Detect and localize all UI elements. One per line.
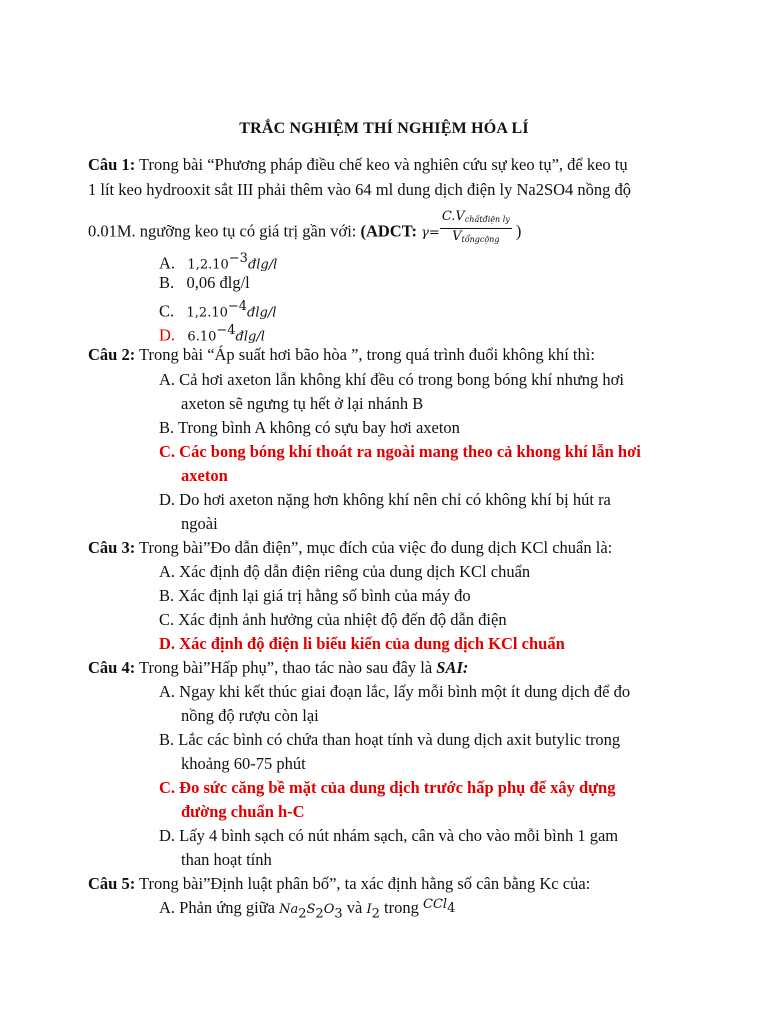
question-4-text: Trong bài”Hấp phụ”, thao tác nào sau đây là (135, 658, 437, 677)
question-4-line (88, 657, 468, 679)
question-3-text: Trong bài”Đo dẫn điện”, mục đích của việc đo dung dịch KCl chuẩn là: (135, 538, 613, 557)
question-2-option-b: B. Trong bình A không có sựu bay hơi axeton (159, 418, 460, 437)
question-2-option-c: C. Các bong bóng khí thoát ra ngoài mang theo cả khong khí lẫn hơi (159, 442, 641, 461)
question-3-option-d: D. Xác định độ điện li biểu kiến của dung dịch KCl chuẩn (159, 634, 565, 653)
question-1-line-1 (88, 154, 628, 176)
question-3-label: Câu 3: (88, 538, 136, 557)
question-2-option-d: D. Do hơi axeton nặng hơn không khí nên chỉ có không khí bị hút ra (159, 490, 611, 509)
question-4-option-d-cont: than hoạt tính (181, 850, 272, 869)
question-3-option-a: A. Xác định độ dẫn điện riêng của dung dịch KCl chuẩn (159, 562, 531, 581)
formula-close: ) (511, 221, 522, 241)
question-3-option-c: C. Xác định ảnh hưởng của nhiệt độ đến độ dẫn điện (159, 610, 507, 629)
formula-fraction (440, 209, 512, 248)
question-4-option-b: B. Lắc các bình có chứa than hoạt tính và dung dịch axit butylic trong (159, 730, 621, 749)
question-1-line-2: 1 lít keo hydrooxit sắt III phải thêm vào 64 ml dung dịch điện ly Na2SO4 nồng độ (88, 180, 632, 199)
question-3-line (88, 537, 612, 559)
question-1-text-3: 0.01M. ngưỡng keo tụ có giá trị gần với: (88, 221, 361, 241)
document-title: TRẮC NGHIỆM THÍ NGHIỆM HÓA LÍ (239, 120, 529, 137)
question-5-option-a: A. Phản ứng giữa $Na_2S_2O_3$ và $I_2$ trong $^{CCl}_4$ (159, 897, 456, 922)
question-2-line (88, 344, 595, 366)
question-4-label: Câu 4: (88, 658, 136, 677)
question-4-option-d: D. Lấy 4 bình sạch có nút nhám sạch, cân và cho vào mỗi bình 1 gam (159, 826, 619, 845)
adct-label: (ADCT: (360, 221, 418, 241)
question-2-option-c-cont: axeton (181, 466, 228, 485)
question-1-option-d: D. $6.10^{-4}đ\lg/l$ (159, 323, 265, 345)
question-4-option-a: A. Ngay khi kết thúc giai đoạn lắc, lấy mỗi bình một ít dung dịch để đo (159, 682, 631, 701)
question-3-option-b: B. Xác định lại giá trị hằng số bình của máy đo (159, 586, 471, 605)
question-4-option-b-cont: khoảng 60-75 phút (181, 754, 306, 773)
question-2-option-a: A. Cả hơi axeton lẫn không khí đều có trong bong bóng khí nhưng hơi (159, 370, 624, 389)
question-4-option-c: C. Đo sức căng bề mặt của dung dịch trước hấp phụ để xây dựng (159, 778, 616, 797)
question-4-sai: SAI: (436, 658, 469, 677)
question-4-option-a-cont: nồng độ rượu còn lại (181, 706, 319, 725)
question-2-text: Trong bài “Áp suất hơi bão hòa ”, trong quá trình đuổi không khí thì: (135, 345, 595, 364)
question-5-line (88, 873, 590, 895)
formula-denominator: Vtổngcộng (452, 229, 500, 244)
question-5-label: Câu 5: (88, 874, 136, 893)
question-1-text-1: Trong bài “Phương pháp điều chế keo và nghiên cứu sự keo tụ”, để keo tụ (135, 155, 628, 174)
question-5-text: Trong bài”Định luật phân bố”, ta xác định hằng số cân bằng Kc của: (135, 874, 591, 893)
question-2-label: Câu 2: (88, 345, 136, 364)
question-4-option-c-cont: đường chuẩn h-C (181, 802, 305, 821)
question-1-label: Câu 1: (88, 155, 136, 174)
question-1-option-c: C. $1,2.10^{-4}đ\lg/l$ (159, 299, 277, 321)
question-1-option-b: B. 0,06 đlg/l (159, 273, 250, 292)
question-2-option-d-cont: ngoài (181, 514, 218, 533)
formula-numerator: C.Vchấtđiện ly (440, 209, 512, 229)
question-1-option-a: A. $1,2.10^{-3}đ\lg/l$ (159, 251, 278, 273)
question-1-line-3 (88, 209, 522, 252)
question-2-option-a-cont: axeton sẽ ngưng tụ hết ở lại nhánh B (181, 394, 424, 413)
formula-gamma: γ= (421, 225, 440, 241)
